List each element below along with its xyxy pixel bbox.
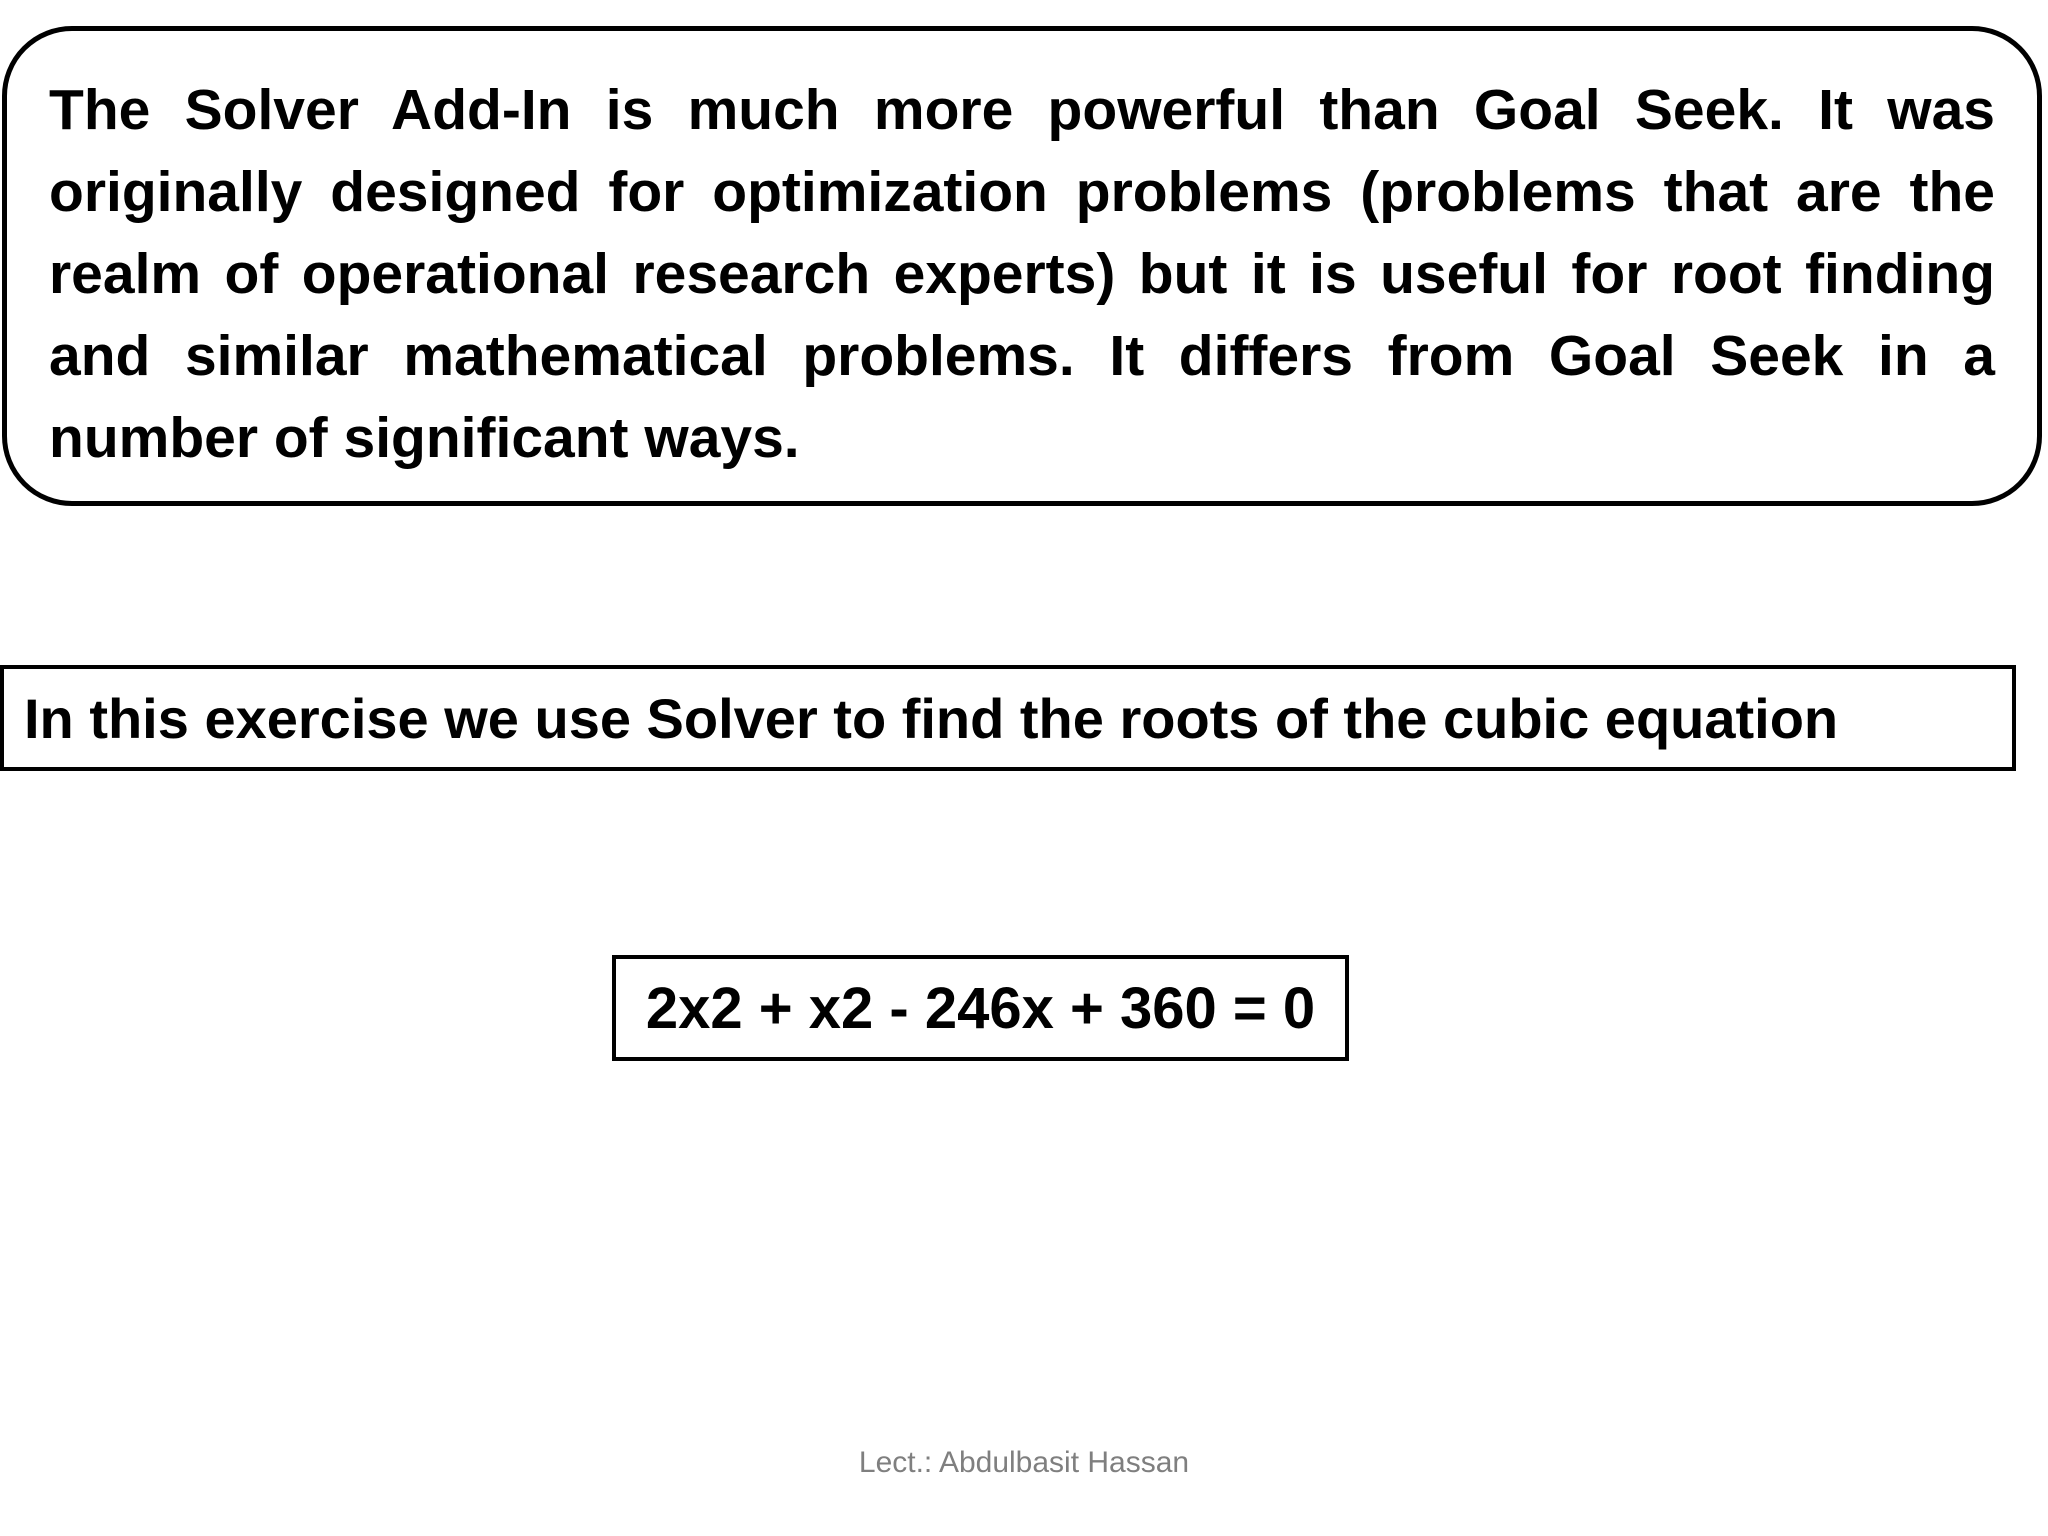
exercise-statement: In this exercise we use Solver to find the roots of the cubic equation — [24, 686, 1839, 750]
exercise-text-box — [0, 665, 2016, 771]
cubic-equation: 2x2 + x2 - 246x + 360 = 0 — [645, 975, 1316, 1041]
intro-text-box — [2, 26, 2042, 506]
footer-author: Lect.: Abdulbasit Hassan — [858, 1446, 1190, 1479]
equation-box — [612, 955, 1349, 1061]
intro-paragraph: The Solver Add-In is much more powerful than Goal Seek. It was originally designed for optimization problems (problems that are the realm of operational research experts) but it is useful for root finding and similar mathematical problems. It differs from Goal Seek in a number of significant ways. — [49, 78, 1995, 470]
